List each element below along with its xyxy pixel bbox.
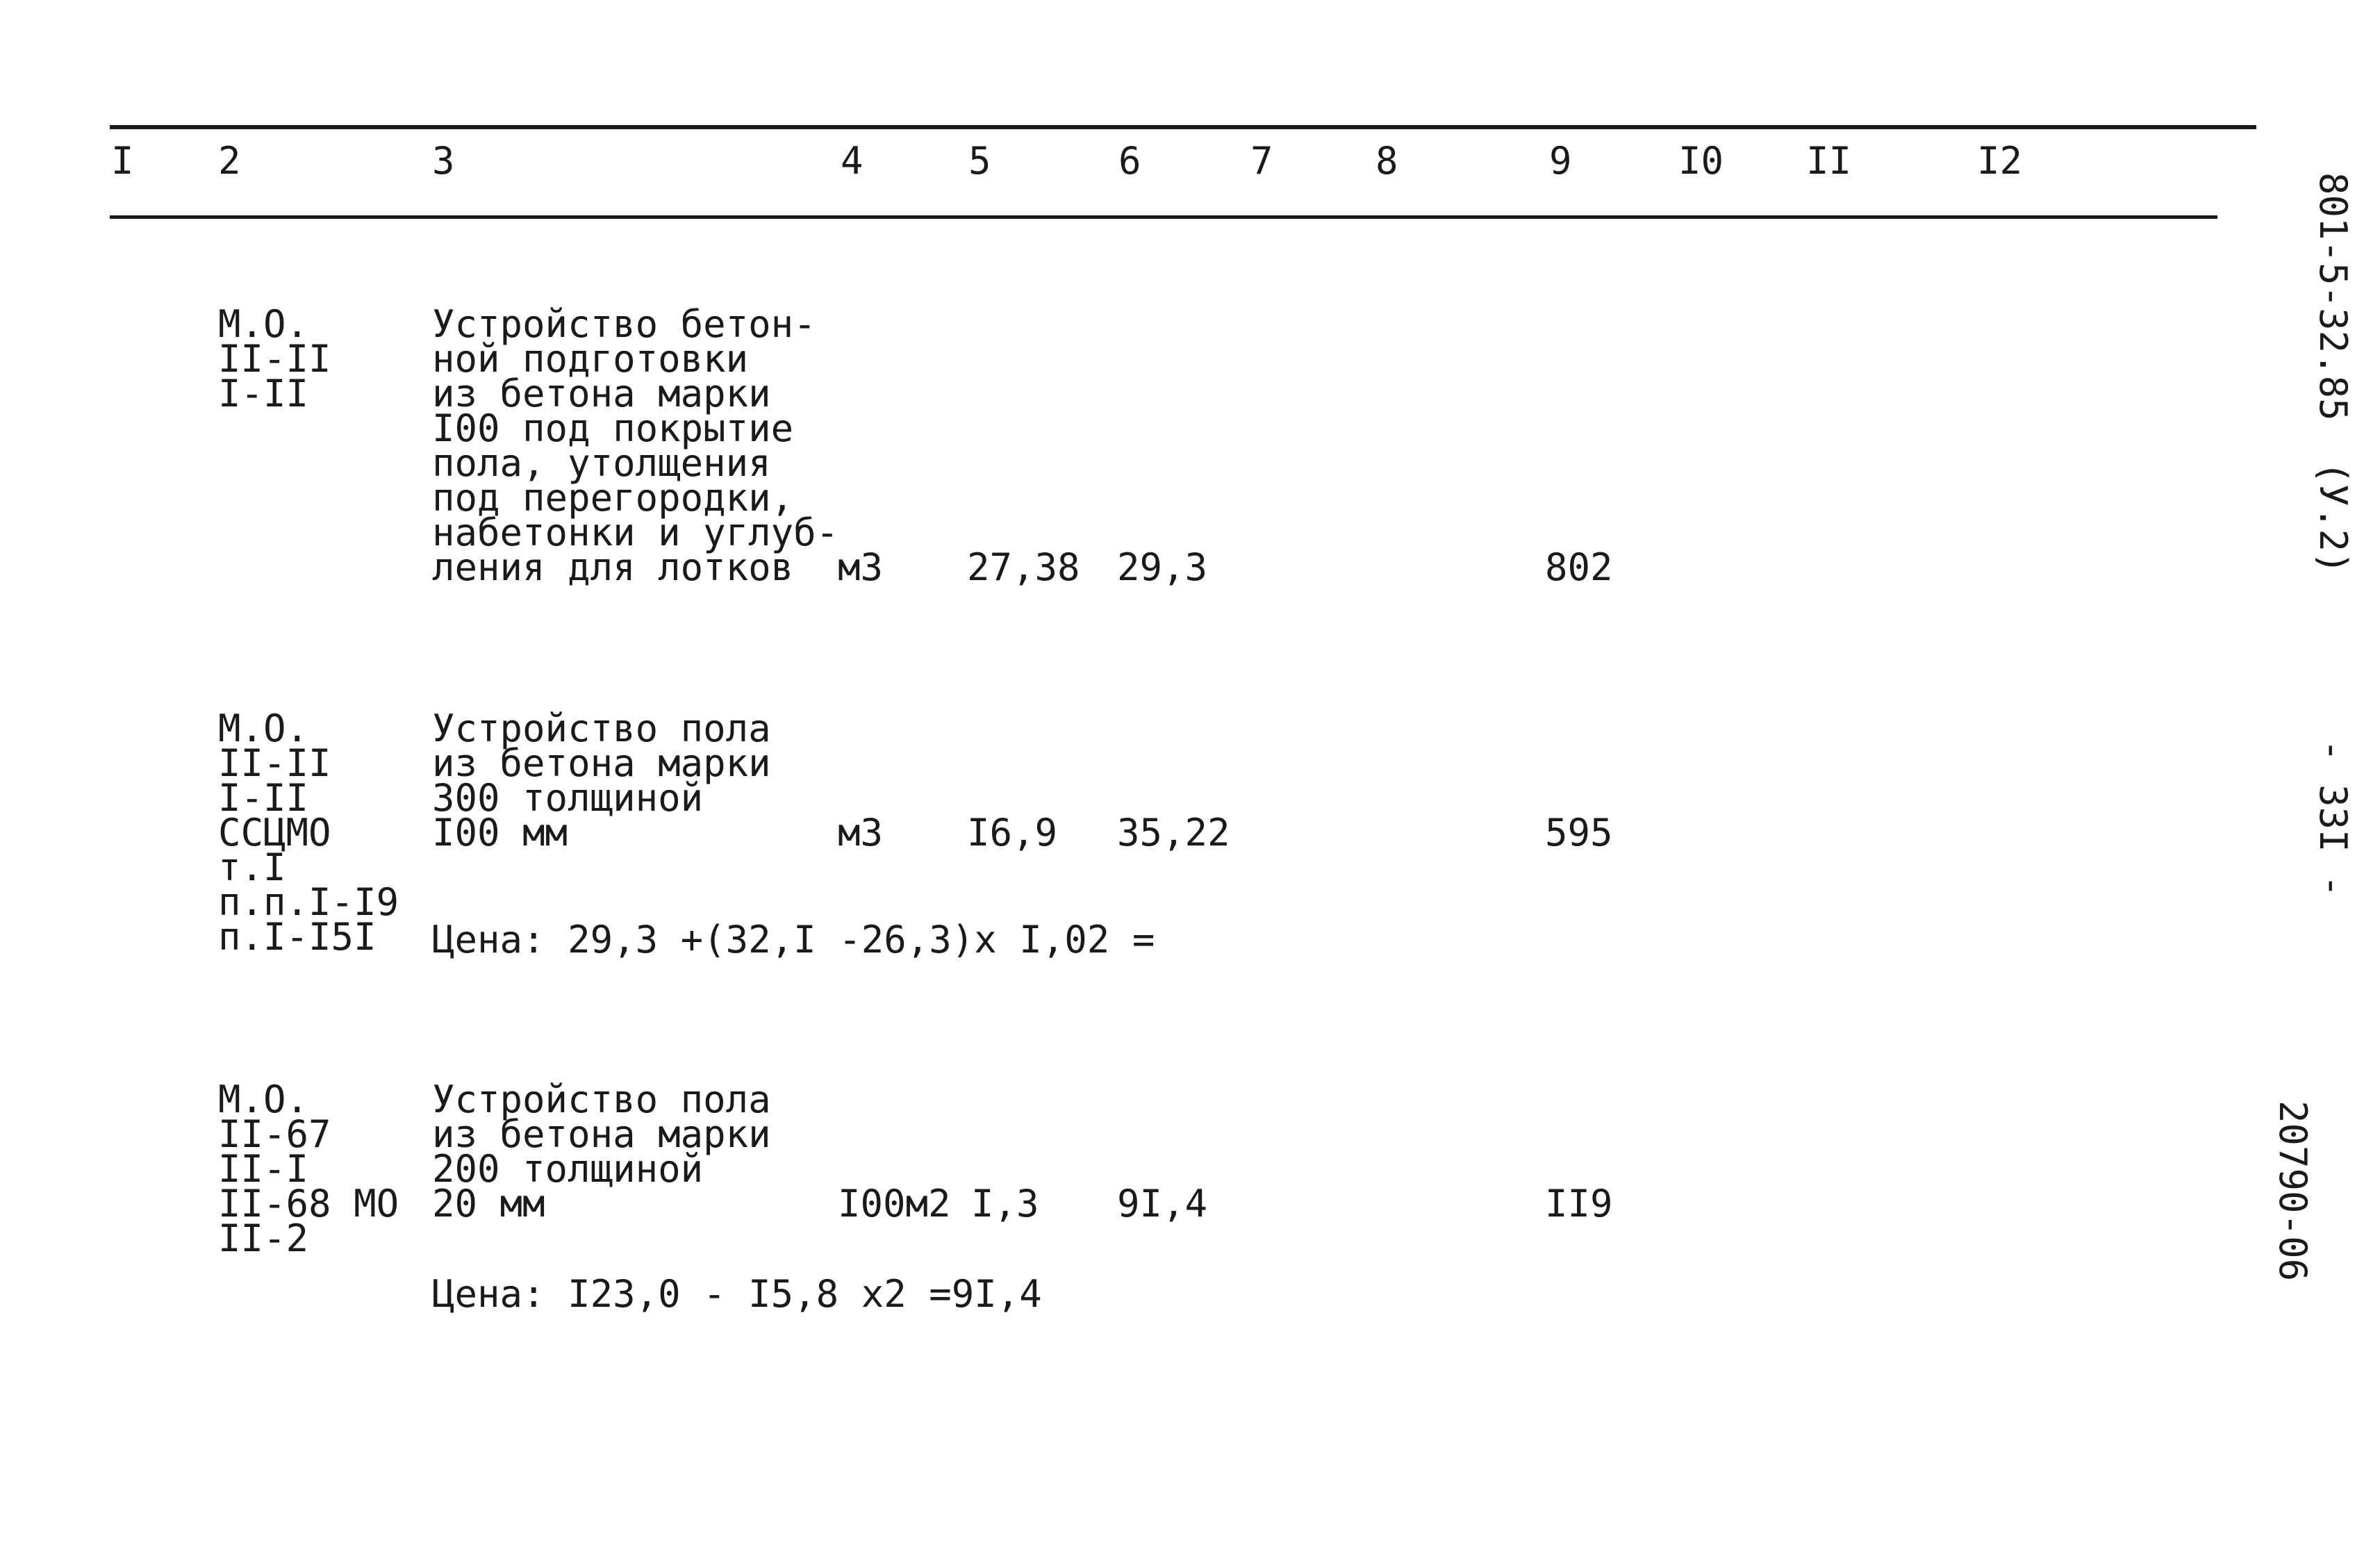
unit-cell: м3 <box>838 811 884 855</box>
column-number: 4 <box>841 139 863 183</box>
column-number: 2 <box>218 139 241 183</box>
quantity-cell: I6,9 <box>967 811 1058 855</box>
column-number: I <box>111 139 134 183</box>
price-cell: 35,22 <box>1117 811 1230 855</box>
description-cell: Устройство пола из бетона марки 200 толщиной 20 мм <box>432 1078 771 1226</box>
table-top-rule <box>110 125 2256 129</box>
column-number: I0 <box>1678 139 1724 183</box>
quantity-cell: 27,38 <box>967 545 1080 589</box>
volume-label: (У.2) <box>2311 461 2355 575</box>
column-number: I2 <box>1977 139 2023 183</box>
column-number: 5 <box>968 139 991 183</box>
table-header-rule <box>110 215 2217 219</box>
page-number: - 33I - <box>2311 739 2355 898</box>
column-number: 7 <box>1250 139 1273 183</box>
total-cell: 802 <box>1545 545 1613 589</box>
total-cell: 595 <box>1545 811 1613 855</box>
column-number: II <box>1806 139 1852 183</box>
document-code-label: 801-5-32.85 <box>2311 172 2355 421</box>
inventory-stamp: 20790-06 <box>2271 1100 2315 1282</box>
price-cell: 9I,4 <box>1117 1182 1208 1226</box>
rate-code-cell: М.О. II-II I-II <box>218 302 331 415</box>
unit-cell: м3 <box>838 545 884 589</box>
price-cell: 29,3 <box>1117 545 1208 589</box>
column-number: 9 <box>1549 139 1572 183</box>
column-number: 6 <box>1118 139 1141 183</box>
rate-code-cell: М.О. II-67 II-I II-68 МО II-2 <box>218 1078 399 1260</box>
total-cell: II9 <box>1545 1182 1613 1226</box>
description-cell: Устройство пола из бетона марки 300 толщиной I00 мм <box>432 707 771 855</box>
column-number: 3 <box>432 139 455 183</box>
price-calculation-note: Цена: 29,3 +(32,I -26,3)x I,02 = <box>432 918 1155 962</box>
price-calculation-note: Цена: I23,0 - I5,8 x2 =9I,4 <box>432 1272 1042 1316</box>
rate-code-cell: М.О. II-II I-II ССЦМО т.I п.п.I-I9 п.I-I5I <box>218 707 399 959</box>
quantity-cell: I,3 <box>971 1182 1039 1226</box>
description-cell: Устройство бетон- ной подготовки из бетона марки I00 под покрытие пола, утолщения под перегородки, набетонки и углуб- ления для лотков <box>432 302 839 589</box>
column-number: 8 <box>1375 139 1398 183</box>
unit-cell: I00м2 <box>838 1182 951 1226</box>
